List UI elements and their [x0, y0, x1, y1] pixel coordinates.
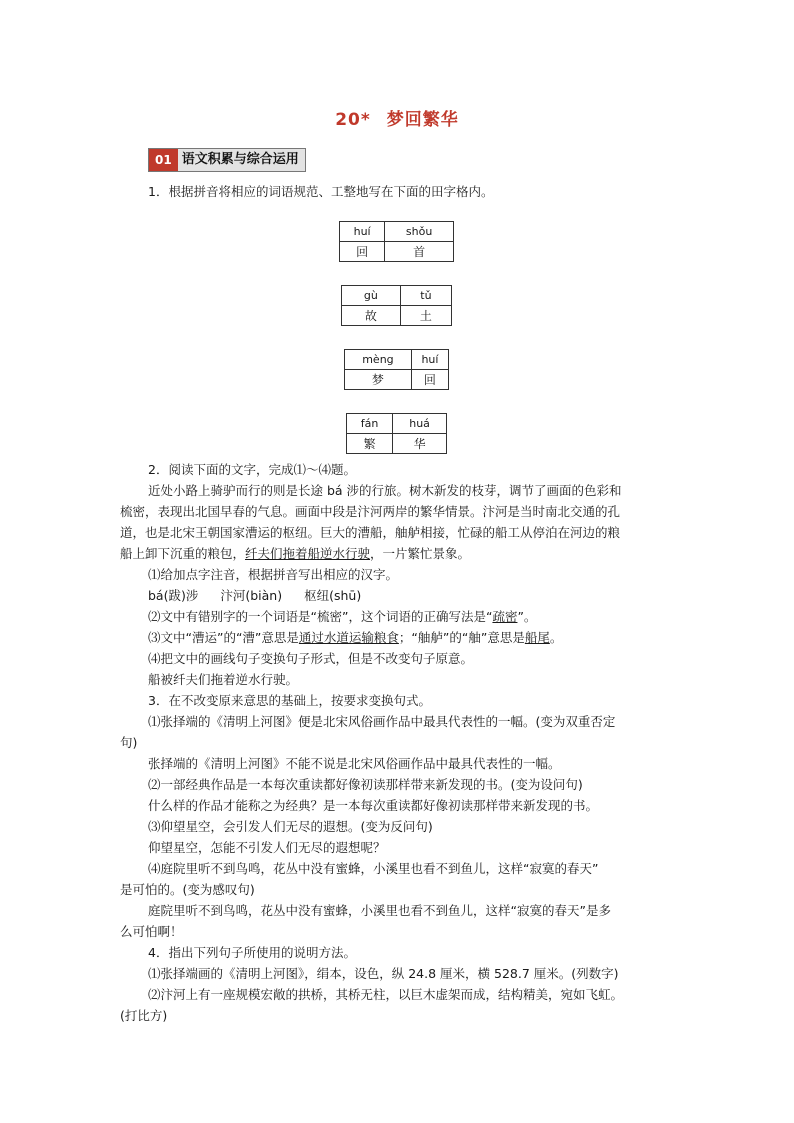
question-text: 。 — [549, 630, 563, 645]
character-cell: 繁 — [347, 434, 393, 454]
sub-question: ⑴张择端的《清明上河图》便是北宋风俗画作品中最具代表性的一幅。(变为双重否定 — [148, 714, 616, 729]
section-label: 语文积累与综合运用 — [178, 149, 305, 171]
pinyin-cell: huí — [411, 350, 448, 370]
answer-item: 枢纽(shū) — [304, 588, 362, 603]
pinyin-cell: fán — [347, 414, 393, 434]
pinyin-cell: huá — [393, 414, 447, 434]
character-grid-4 — [346, 413, 447, 454]
character-cell: 首 — [385, 242, 454, 262]
page-title — [0, 105, 794, 130]
answer: 仰望星空，怎能不引发人们无尽的遐想呢？ — [148, 840, 386, 855]
sub-question-cont: 句) — [120, 735, 138, 750]
answer-item: bá(跋)涉 — [148, 588, 199, 603]
answer: 庭院里听不到鸟鸣，花丛中没有蜜蜂，小溪里也看不到鱼儿，这样“寂寞的春天”是多 — [148, 903, 611, 918]
answer-item: 汴河(biàn) — [220, 588, 283, 603]
answer-text: 船尾 — [524, 630, 550, 645]
answer-text: 通过水道运输粮食 — [298, 630, 399, 645]
character-cell: 故 — [342, 306, 401, 326]
question-text: ”。 — [517, 609, 537, 624]
sub-question-4: ⑷把文中的画线句子变换句子形式，但是不改变句子原意。 — [148, 651, 474, 666]
sub-question-1: ⑴给加点字注音，根据拼音写出相应的汉字。 — [148, 567, 399, 582]
sub-question: ⑷庭院里听不到鸟鸣，花丛中没有蜜蜂，小溪里也看不到鱼儿，这样“寂寞的春天” — [148, 861, 599, 876]
pinyin-cell: tǔ — [400, 286, 451, 306]
passage-text: ，一片繁忙景象。 — [370, 546, 471, 561]
pinyin-cell: mèng — [345, 350, 412, 370]
lesson-number: 20* — [335, 110, 371, 130]
question-text: ⑶文中“漕运”的“漕”意思是 — [148, 630, 299, 645]
answer-text: 疏密 — [492, 609, 518, 624]
answer: 什么样的作品才能称之为经典？是一本每次重读都好像初读那样带来新发现的书。 — [148, 798, 599, 813]
answer-cont: 么可怕啊！ — [120, 924, 183, 939]
question-text: ；“舳舻”的“舳”意思是 — [398, 630, 525, 645]
question-3-prompt: 3．在不改变原来意思的基础上，按要求变换句式。 — [148, 693, 431, 708]
character-cell: 回 — [340, 242, 385, 262]
answer: 张择端的《清明上河图》不能不说是北宋风俗画作品中最具代表性的一幅。 — [148, 756, 561, 771]
answer-4: 船被纤夫们拖着逆水行驶。 — [148, 672, 299, 687]
section-header — [148, 148, 306, 172]
character-grid-1 — [339, 221, 454, 262]
sub-question-3 — [148, 628, 562, 648]
section-number: 01 — [149, 149, 178, 171]
sub-question-cont: (打比方) — [120, 1008, 168, 1023]
passage-line — [120, 544, 470, 564]
pinyin-cell: huí — [340, 222, 385, 242]
character-cell: 土 — [400, 306, 451, 326]
character-grid-2 — [341, 285, 452, 326]
passage-line: 近处小路上骑驴而行的则是长途 bá 涉的行旅。树木新发的枝芽，调节了画面的色彩和 — [148, 483, 622, 498]
passage-line: 梳密，表现出北国早春的气息。画面中段是汴河两岸的繁华情景。汴河是当时南北交通的孔 — [120, 504, 621, 519]
passage-text: 船上卸下沉重的粮包， — [120, 546, 246, 561]
pinyin-cell: shǒu — [385, 222, 454, 242]
answer-1 — [148, 586, 361, 606]
question-1-prompt: 1．根据拼音将相应的词语规范、工整地写在下面的田字格内。 — [148, 184, 494, 199]
character-grid-3 — [344, 349, 449, 390]
question-4-prompt: 4．指出下列句子所使用的说明方法。 — [148, 945, 356, 960]
lesson-title: 梦回繁华 — [386, 110, 459, 130]
character-cell: 回 — [411, 370, 448, 390]
character-cell: 华 — [393, 434, 447, 454]
passage-line: 道，也是北宋王朝国家漕运的枢纽。巨大的漕船，舳舻相接，忙碌的船工从停泊在河边的粮 — [120, 525, 621, 540]
sub-question-cont: 是可怕的。(变为感叹句) — [120, 882, 255, 897]
sub-question: ⑶仰望星空，会引发人们无尽的遐想。(变为反问句) — [148, 819, 433, 834]
sub-question: ⑵一部经典作品是一本每次重读都好像初读那样带来新发现的书。(变为设问句) — [148, 777, 583, 792]
underlined-sentence: 纤夫们拖着船逆水行驶 — [245, 546, 371, 561]
character-cell: 梦 — [345, 370, 412, 390]
question-text: ⑵文中有错别字的一个词语是“梳密”，这个词语的正确写法是“ — [148, 609, 493, 624]
pinyin-cell: gù — [342, 286, 401, 306]
sub-question: ⑵汴河上有一座规模宏敞的拱桥，其桥无柱，以巨木虚架而成，结构精美，宛如飞虹。 — [148, 987, 624, 1002]
sub-question: ⑴张择端画的《清明上河图》，绢本，设色，纵 24.8 厘米，横 528.7 厘米。(列数字) — [148, 966, 619, 981]
sub-question-2 — [148, 607, 536, 627]
question-2-prompt: 2．阅读下面的文字，完成⑴～⑷题。 — [148, 462, 356, 477]
